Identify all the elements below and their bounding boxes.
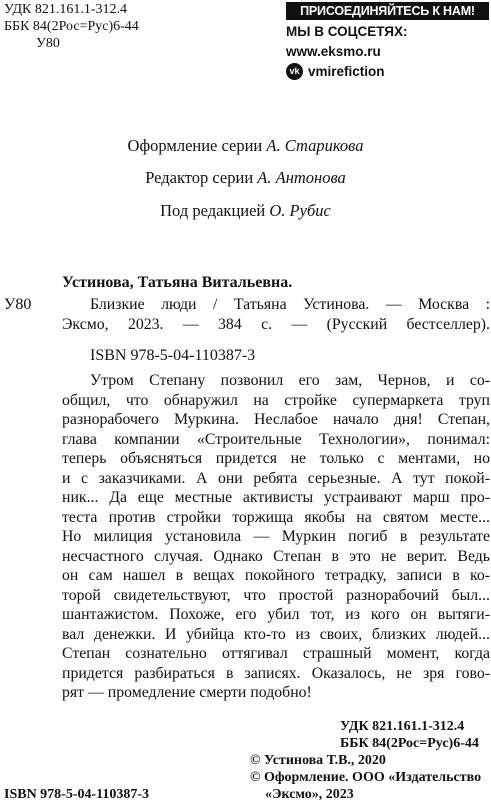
annotation-line: торой свидетельствуют, что простой разнорабочий был...: [62, 586, 490, 604]
annotation-line: теперь объясняться придется не только с ментами, но: [62, 450, 490, 467]
redaction-label: Под редакцией: [160, 201, 270, 220]
annotation-line: вал денежки. И убийца кто-то из своих, близких людей...: [62, 625, 490, 643]
author-heading: Устинова, Татьяна Витальевна.: [62, 274, 293, 291]
redaction-name: О. Рубис: [269, 201, 331, 220]
bbk-code-bottom: ББК 84(2Рос=Рус)6-44: [340, 736, 479, 751]
redaction-credit: [0, 201, 491, 221]
udk-code-bottom: УДК 821.161.1-312.4: [340, 719, 465, 734]
annotation-line: общил, что обнаружил на стройке супермаркета труп: [62, 391, 490, 409]
design-label: Оформление серии: [127, 136, 267, 155]
udk-code-top: УДК 821.161.1-312.4: [4, 2, 128, 17]
annotation-line: глава компании «Строительные Технологии», понимал:: [62, 430, 490, 448]
series-editor-credit: [0, 168, 491, 188]
social-subtitle: МЫ В СОЦСЕТЯХ:: [286, 24, 408, 39]
editor-name: А. Антонова: [257, 168, 346, 187]
annotation-line: теста против стройки торжища якобы на святом месте...: [62, 508, 490, 526]
annotation-paragraph: [62, 371, 490, 703]
copyright-author: © Устинова Т.В., 2020: [250, 753, 386, 768]
annotation-line: несчастного случая. Однако Степан в это не верит. Ведь: [62, 547, 490, 565]
design-name: А. Старикова: [266, 136, 364, 155]
annotation-line: шантажистом. Похоже, его убил тот, из кого он вытяги-: [62, 606, 490, 623]
editor-label: Редактор серии: [145, 168, 258, 187]
copyright-publisher: «Эксмо», 2023: [265, 787, 354, 802]
vk-handle-link[interactable]: vmirefiction: [308, 64, 385, 79]
bbk-code-top: ББК 84(2Рос=Рус)6-44: [4, 19, 139, 34]
copyright-design: © Оформление. ООО «Издательство: [250, 770, 482, 785]
bibliographic-description: [62, 295, 490, 334]
isbn-bottom: ISBN 978-5-04-110387-3: [4, 787, 150, 802]
annotation-line: придется разбираться в записях. Оказалось, не зря гово-: [62, 664, 490, 682]
title-line-2: Эксмо, 2023. — 384 с. — (Русский бестселлер).: [62, 315, 490, 333]
annotation-line: рят — промедление смерти подобно!: [62, 684, 312, 701]
title-line-1: Близкие люди / Татьяна Устинова. — Москва :: [90, 296, 490, 313]
annotation-line: разнорабочего Муркина. Неслабое начало дня! Степан,: [62, 411, 490, 428]
annotation-line: Но милиция установила — Муркин погиб в результате: [62, 528, 490, 545]
annotation-line: Степан сознательно оттягивал страшный момент, когда: [62, 645, 490, 662]
isbn-record: ISBN 978-5-04-110387-3: [90, 347, 256, 364]
annotation-line: и с заказчиками. А они ребята серьезные. А тут покой-: [62, 469, 490, 487]
series-design-credit: [0, 136, 491, 156]
join-us-banner: ПРИСОЕДИНЯЙТЕСЬ К НАМ!: [286, 2, 489, 20]
author-mark: У80: [4, 296, 32, 313]
annotation-line: ник... Да еще местные активисты устраивают марш про-: [62, 489, 490, 506]
annotation-line: он сам нашел в вещах покойного тетрадку, записи в ко-: [62, 567, 490, 584]
author-mark-top: У80: [36, 36, 60, 51]
website-link[interactable]: www.eksmo.ru: [286, 44, 381, 59]
annotation-line: Утром Степану позвонил его зам, Чернов, и со-: [90, 372, 490, 389]
vk-icon: vk: [286, 63, 303, 80]
